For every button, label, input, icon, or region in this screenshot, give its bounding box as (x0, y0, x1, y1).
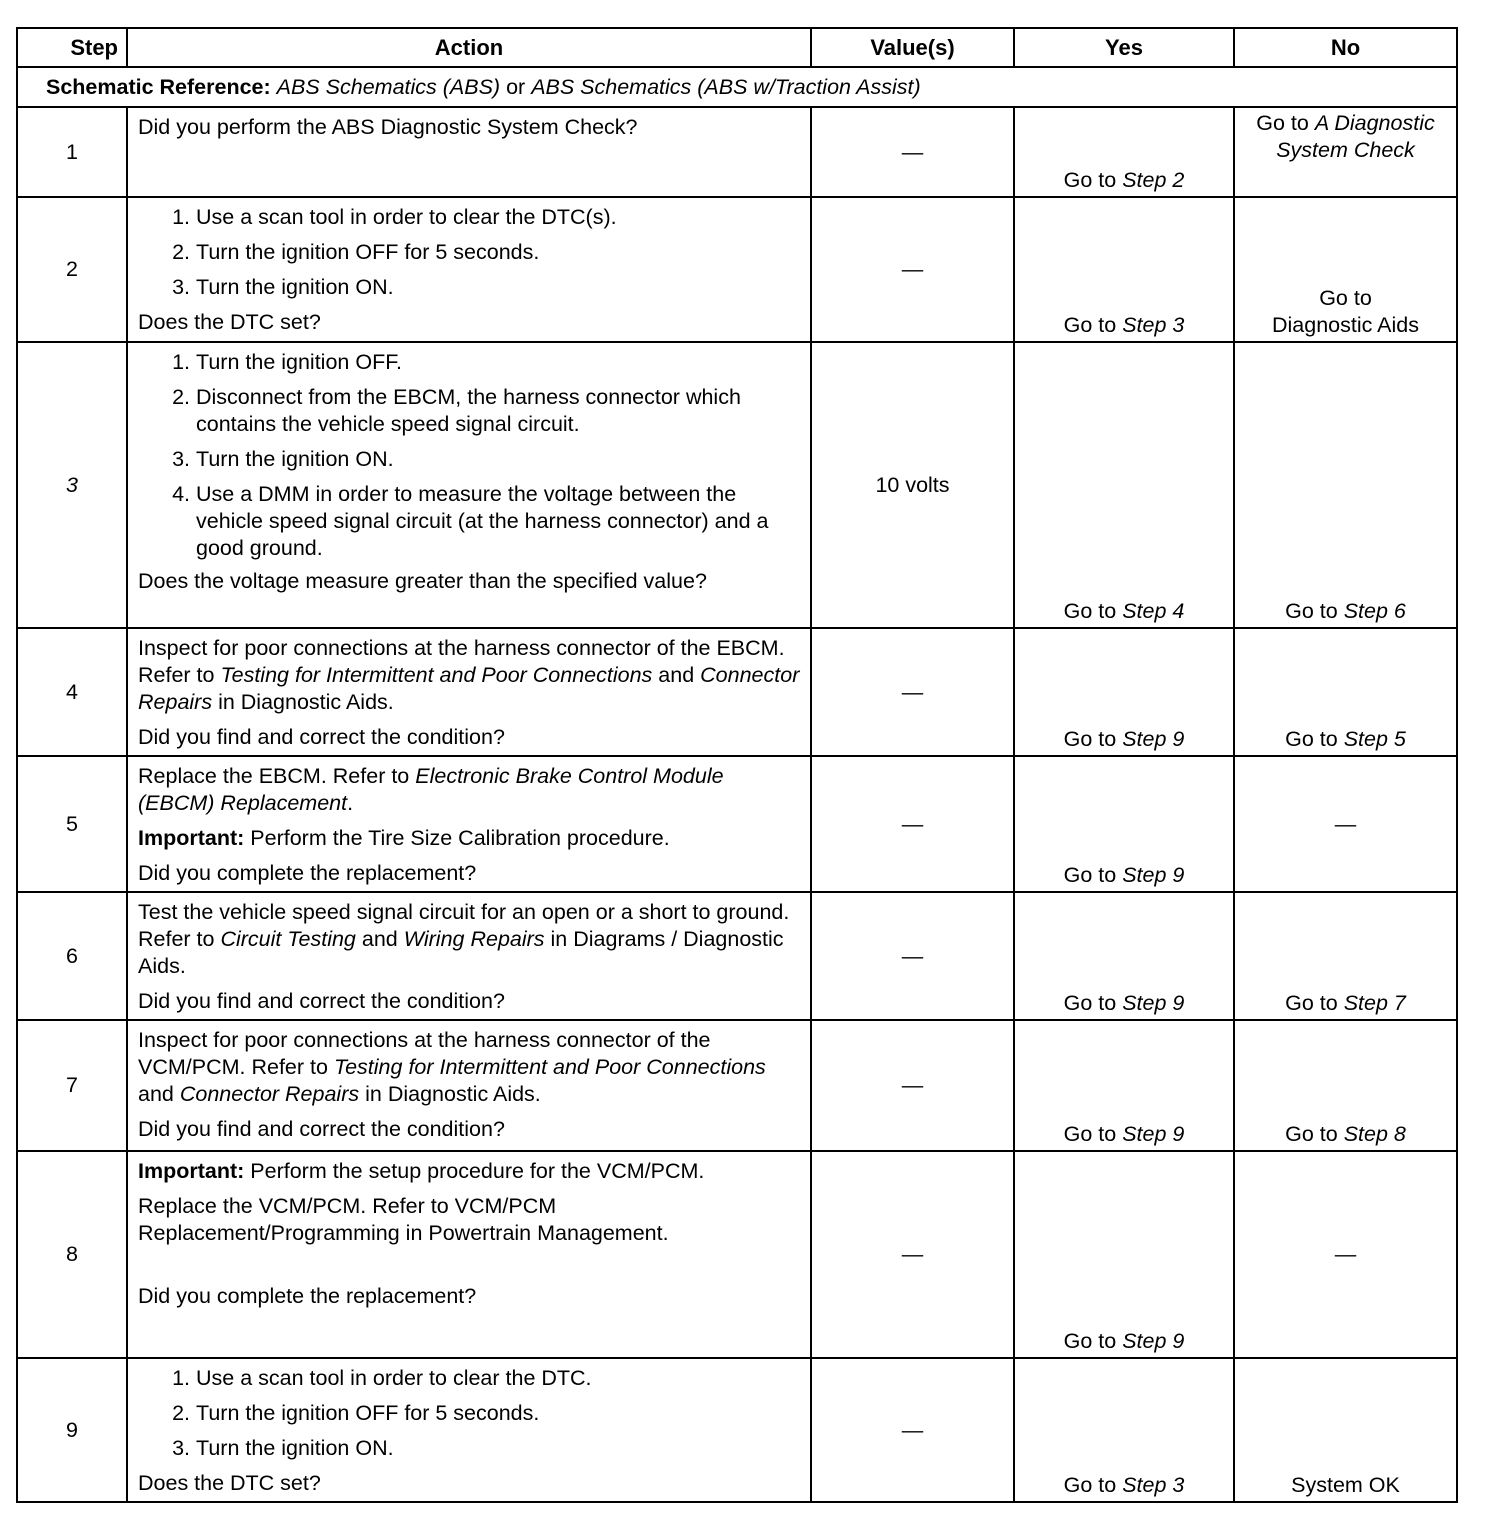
no-cell (1234, 1020, 1457, 1151)
step-number: 7 (17, 1020, 127, 1151)
question: Did you find and correct the condition? (138, 725, 505, 749)
no-cell: System OK (1234, 1358, 1457, 1502)
goto-step: Step 9 (1122, 727, 1185, 751)
question: Does the voltage measure greater than the specified value? (138, 569, 707, 593)
list-item: 3. Turn the ignition ON. (196, 1435, 800, 1462)
yes-cell (1014, 197, 1234, 342)
schematic-reference (17, 67, 1457, 107)
list-item: 1. Use a scan tool in order to clear the DTC. (196, 1365, 800, 1392)
table-row (17, 342, 1457, 628)
question: Does the DTC set? (138, 310, 321, 334)
action-cell (127, 1358, 811, 1502)
action-cell (127, 628, 811, 756)
list-item: 3. Turn the ignition ON. (196, 274, 800, 301)
schematic-label: Schematic Reference: (46, 74, 271, 99)
goto-text: Go to (1063, 863, 1117, 887)
goto-step: Step 8 (1343, 1122, 1406, 1146)
schematic-or: or (506, 74, 526, 99)
table-row (17, 197, 1457, 342)
schematic-ref-abs: ABS Schematics (ABS) (276, 74, 501, 99)
step-list (138, 204, 800, 301)
table-row (17, 1020, 1457, 1151)
reference-link: Electronic Brake Control Module (EBCM) Replacement (138, 764, 724, 815)
step-number: 4 (17, 628, 127, 756)
goto-text: Go to (1063, 727, 1117, 751)
reference-link: Connector Repairs (138, 663, 800, 714)
value-cell: — (811, 756, 1014, 892)
value-cell: — (811, 1020, 1014, 1151)
step-list (138, 349, 800, 562)
action-cell (127, 756, 811, 892)
step-number: 9 (17, 1358, 127, 1502)
instruction (138, 899, 800, 980)
list-item: 1. Turn the ignition OFF. (196, 349, 800, 376)
list-item: 2. Turn the ignition OFF for 5 seconds. (196, 1400, 800, 1427)
step-number: 2 (17, 197, 127, 342)
goto-step: Step 3 (1122, 313, 1185, 337)
goto-step: Step 4 (1122, 599, 1185, 623)
yes-cell (1014, 892, 1234, 1020)
step-number (17, 342, 127, 628)
question: Did you find and correct the condition? (138, 1117, 505, 1141)
no-cell (1234, 107, 1457, 197)
yes-cell (1014, 1020, 1234, 1151)
table-row (17, 1358, 1457, 1502)
goto-step: Step 9 (1122, 863, 1185, 887)
no-cell: — (1234, 1151, 1457, 1358)
table-row (17, 1151, 1457, 1358)
table-row (17, 892, 1457, 1020)
diagnostic-table (16, 27, 1458, 1503)
goto-step: Step 5 (1343, 727, 1406, 751)
goto-step: Step 6 (1343, 599, 1406, 623)
value-cell: 10 volts (811, 342, 1014, 628)
instruction: Replace the VCM/PCM. Refer to VCM/PCM Replacement/Programming in Powertrain Management. (138, 1194, 669, 1245)
instruction-text: and (361, 927, 398, 951)
goto-text: Go to (1285, 1122, 1338, 1146)
yes-cell (1014, 628, 1234, 756)
goto-step: Step 9 (1122, 991, 1185, 1015)
table-row (17, 107, 1457, 197)
important-label: Important: (138, 1159, 245, 1183)
yes-cell (1014, 756, 1234, 892)
header-row (17, 28, 1457, 67)
header-no: No (1234, 28, 1457, 67)
action-cell (127, 107, 811, 197)
instruction-text: in Diagnostic Aids. (218, 690, 394, 714)
goto-target: Diagnostic Aids (1272, 313, 1419, 337)
goto-step: Step 2 (1122, 168, 1185, 192)
step-list (138, 1365, 800, 1462)
important-note (138, 825, 800, 852)
header-action: Action (127, 28, 811, 67)
action-cell (127, 1020, 811, 1151)
action-cell (127, 892, 811, 1020)
instruction-text: in Diagnostic Aids. (365, 1082, 541, 1106)
goto-text: Go to (1063, 991, 1117, 1015)
no-cell (1234, 342, 1457, 628)
no-cell (1234, 197, 1457, 342)
instruction-text: . (347, 791, 354, 815)
goto-text: Go to (1063, 313, 1117, 337)
question: Did you perform the ABS Diagnostic System Check? (138, 115, 638, 139)
action-cell (127, 197, 811, 342)
schematic-row (17, 67, 1457, 107)
important-label: Important: (138, 826, 245, 850)
instruction-text: and (138, 1082, 174, 1106)
goto-text: Go to (1256, 111, 1309, 135)
goto-text: Go to (1063, 1122, 1117, 1146)
question: Did you find and correct the condition? (138, 989, 505, 1013)
value-cell: — (811, 107, 1014, 197)
reference-link: Testing for Intermittent and Poor Connections (333, 1055, 766, 1079)
instruction-text: Replace the EBCM. Refer to (138, 764, 410, 788)
reference-link: Testing for Intermittent and Poor Connections (220, 663, 653, 687)
list-item: 4. Use a DMM in order to measure the voltage between the vehicle speed signal circuit (at the harness connector) and a good ground. (196, 481, 800, 562)
value-cell: — (811, 1358, 1014, 1502)
goto-text: Go to (1063, 1473, 1117, 1497)
instruction-text: Inspect for poor connections at the harness connector of the VCM/PCM. Refer to (138, 1028, 711, 1079)
yes-cell (1014, 1358, 1234, 1502)
question: Does the DTC set? (138, 1471, 321, 1495)
goto-text: Go to (1063, 1329, 1117, 1353)
value-cell: — (811, 1151, 1014, 1358)
no-cell: — (1234, 756, 1457, 892)
table-row (17, 756, 1457, 892)
important-text: Perform the setup procedure for the VCM/PCM. (250, 1159, 705, 1183)
list-item: 2. Disconnect from the EBCM, the harness connector which contains the vehicle speed signal circuit. (196, 384, 800, 438)
header-step: Step (17, 28, 127, 67)
goto-step: Step 9 (1122, 1329, 1185, 1353)
important-text: Perform the Tire Size Calibration procedure. (250, 826, 670, 850)
table-row (17, 628, 1457, 756)
instruction (138, 1027, 800, 1108)
action-cell (127, 1151, 811, 1358)
important-note (138, 1158, 800, 1185)
yes-cell (1014, 342, 1234, 628)
step-number-italic: 3 (66, 472, 78, 497)
instruction-text: Test the vehicle speed signal circuit for an open or a short to ground. Refer to (138, 900, 790, 951)
goto-text: Go to (1285, 599, 1338, 623)
goto-text: Go to (1063, 599, 1117, 623)
value-cell: — (811, 628, 1014, 756)
goto-text: Go to (1285, 991, 1338, 1015)
list-item: 3. Turn the ignition ON. (196, 446, 800, 473)
goto-target: A Diagnostic System Check (1276, 111, 1435, 162)
goto-step: Step 9 (1122, 1122, 1185, 1146)
header-yes: Yes (1014, 28, 1234, 67)
instruction-text: and (658, 663, 695, 687)
goto-text: Go to (1319, 286, 1372, 310)
reference-link: Wiring Repairs (403, 927, 545, 951)
header-values: Value(s) (811, 28, 1014, 67)
value-cell: — (811, 197, 1014, 342)
no-cell (1234, 892, 1457, 1020)
question: Did you complete the replacement? (138, 861, 477, 885)
step-number: 6 (17, 892, 127, 1020)
yes-cell (1014, 1151, 1234, 1358)
list-item: 1. Use a scan tool in order to clear the DTC(s). (196, 204, 800, 231)
reference-link: Connector Repairs (179, 1082, 360, 1106)
step-number: 8 (17, 1151, 127, 1358)
action-cell (127, 342, 811, 628)
instruction-text: in Diagrams / Diagnostic Aids. (138, 927, 784, 978)
list-item: 2. Turn the ignition OFF for 5 seconds. (196, 239, 800, 266)
goto-step: Step 3 (1122, 1473, 1185, 1497)
value-cell: — (811, 892, 1014, 1020)
instruction (138, 635, 800, 716)
goto-text: Go to (1063, 168, 1117, 192)
no-cell (1234, 628, 1457, 756)
reference-link: Circuit Testing (220, 927, 356, 951)
instruction-text: Inspect for poor connections at the harness connector of the EBCM. Refer to (138, 636, 785, 687)
step-number: 5 (17, 756, 127, 892)
question: Did you complete the replacement? (138, 1284, 477, 1308)
goto-text: Go to (1285, 727, 1338, 751)
yes-cell (1014, 107, 1234, 197)
goto-step: Step 7 (1343, 991, 1406, 1015)
schematic-ref-traction: ABS Schematics (ABS w/Traction Assist) (531, 74, 921, 99)
instruction (138, 763, 800, 817)
step-number: 1 (17, 107, 127, 197)
